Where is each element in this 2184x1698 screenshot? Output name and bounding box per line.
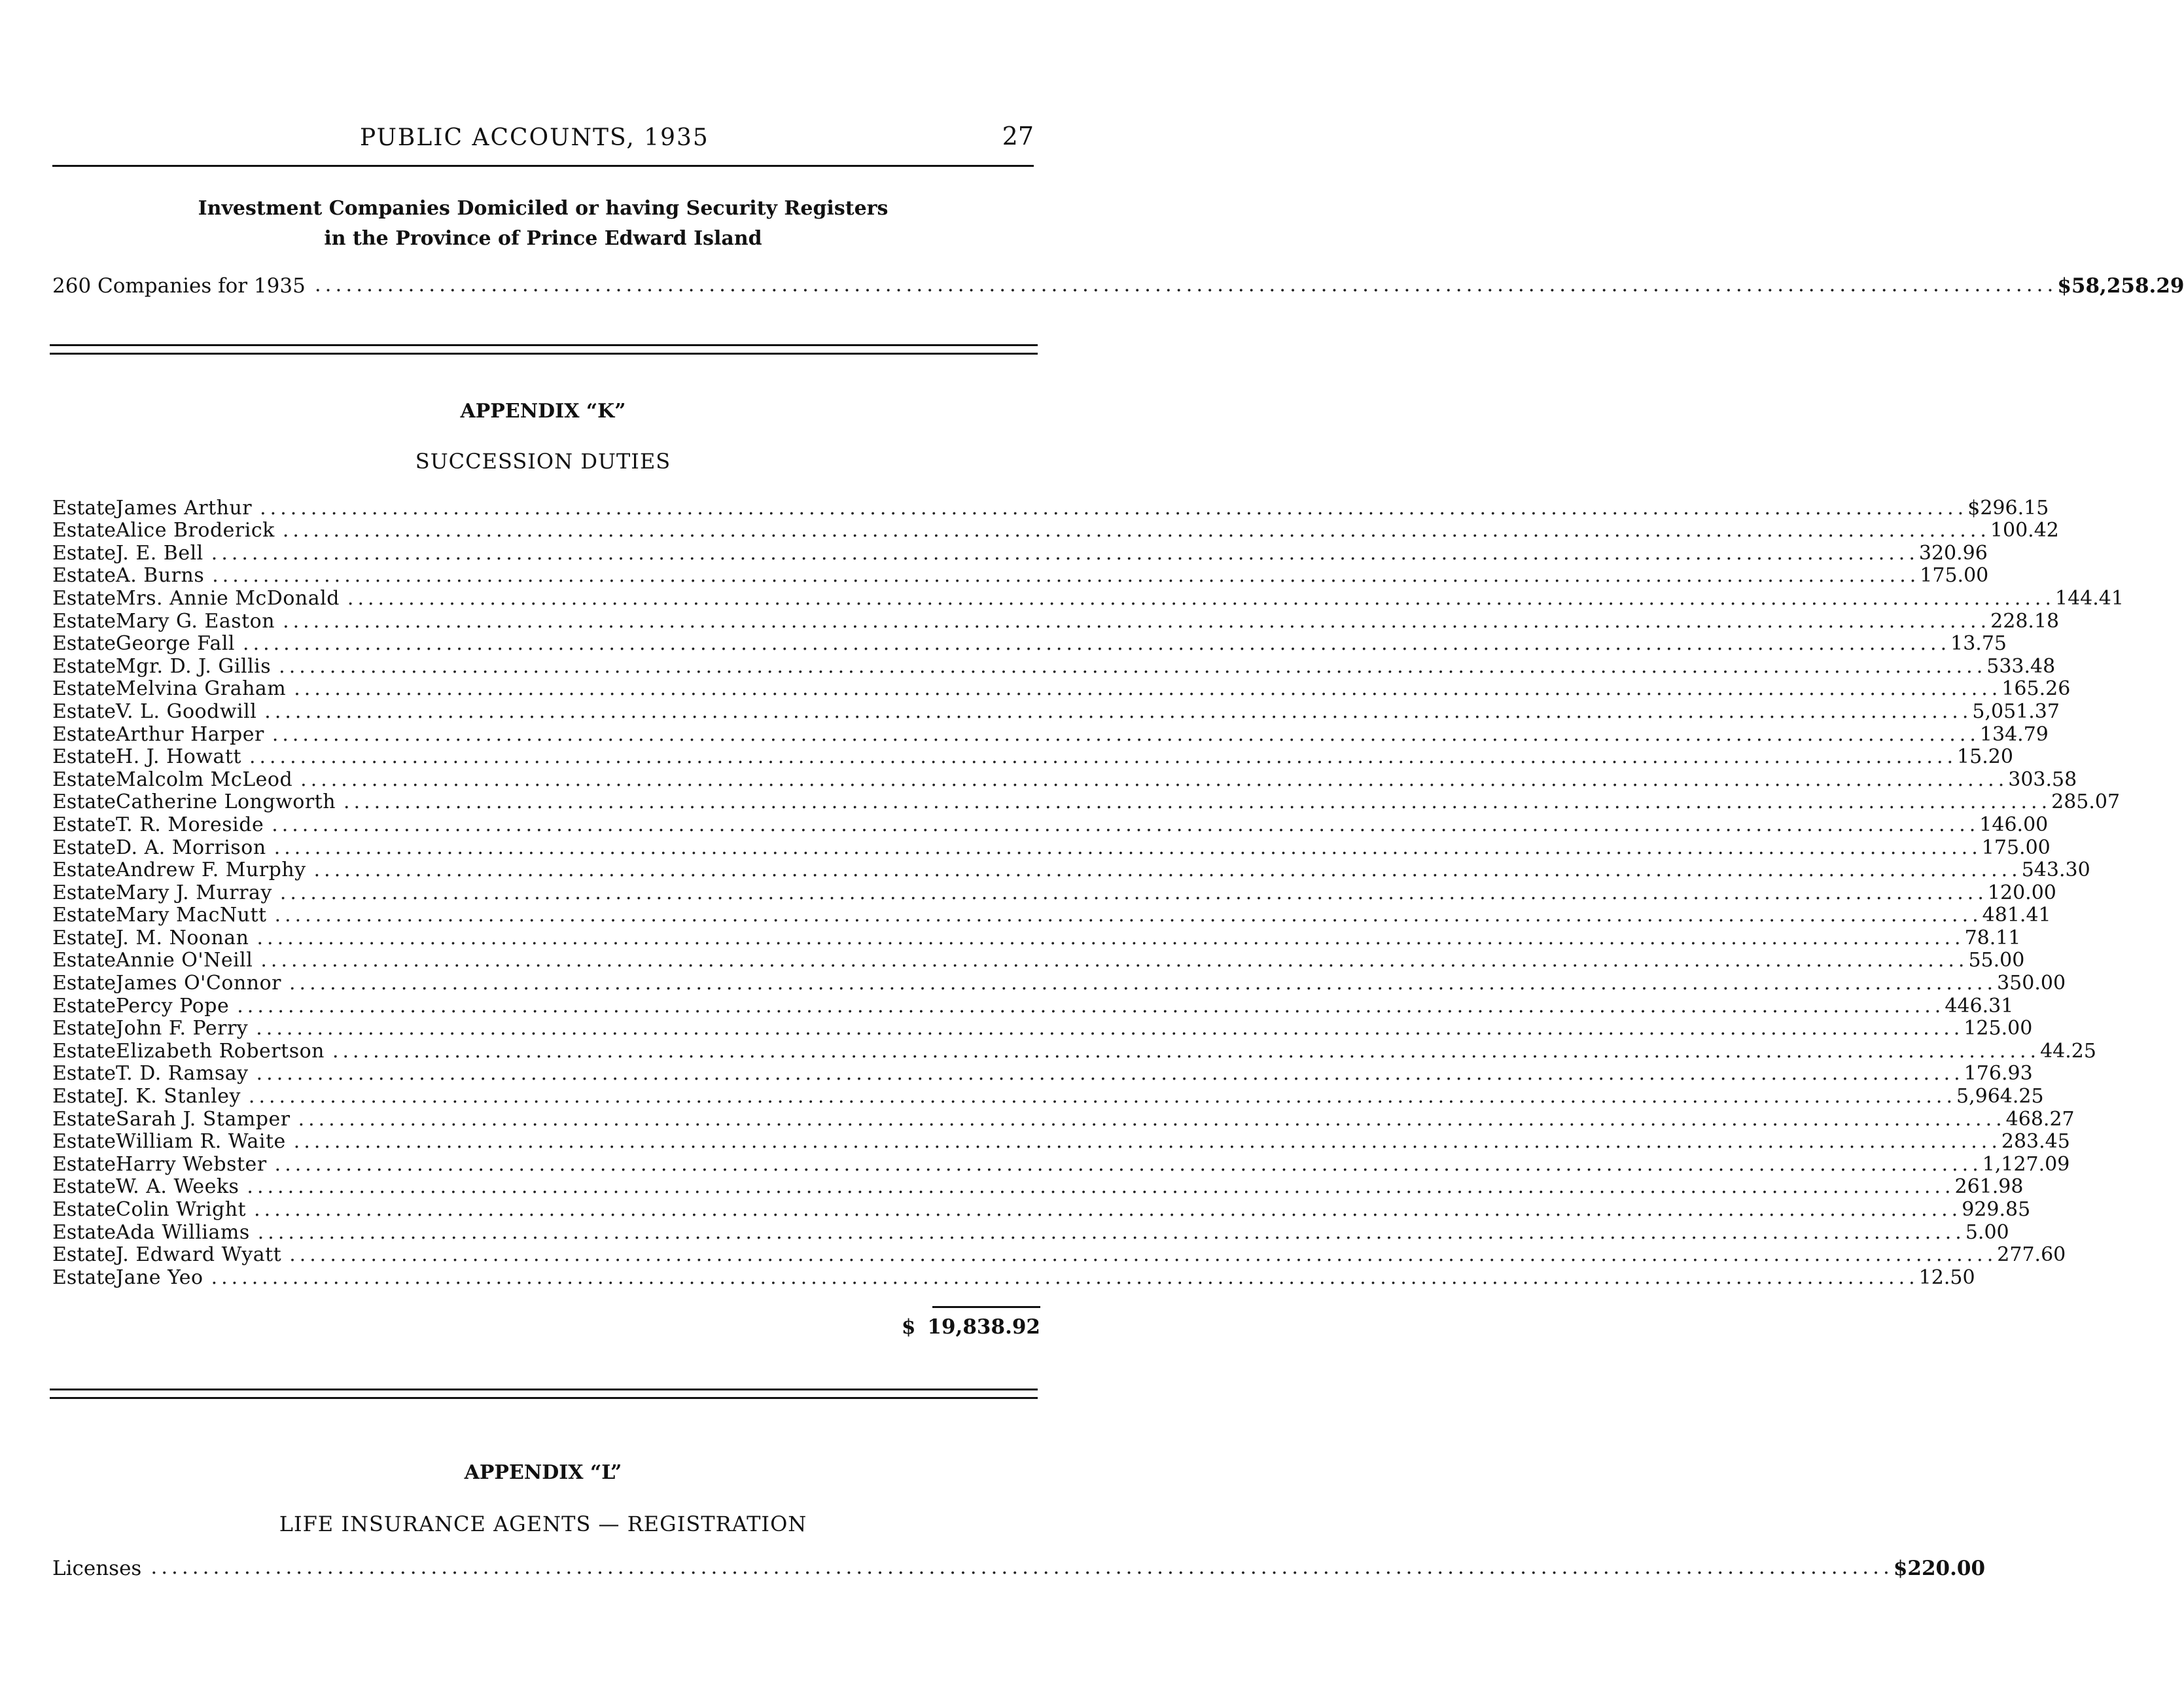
entry-prefix: Estate: [52, 1107, 116, 1131]
dot-leader: ........................................................................................................................................................................: [260, 496, 1968, 520]
list-item: [52, 1107, 2075, 1131]
list-item: [52, 971, 2066, 995]
entry-prefix: Estate: [52, 654, 116, 678]
entry-prefix: Estate: [52, 1220, 116, 1244]
dot-leader: ........................................................................................................................................................................: [279, 881, 1988, 904]
list-item: [52, 836, 2051, 859]
dot-leader: ........................................................................................................................................................................: [254, 1198, 1962, 1221]
entry-prefix: Estate: [52, 836, 116, 859]
entry-amount: 533.48: [1986, 654, 2056, 678]
entry-name: Malcolm McLeod: [116, 768, 293, 791]
dot-leader: ........................................................................................................................................................................: [279, 654, 1987, 678]
list-item: [52, 745, 2013, 769]
list-item: [52, 564, 1989, 588]
entry-name: H. J. Howatt: [116, 745, 241, 769]
entry-amount: 146.00: [1979, 813, 2049, 836]
entry-name: W. A. Weeks: [116, 1175, 239, 1199]
list-item: [52, 654, 2056, 678]
dot-leader: ........................................................................................................................................................................: [237, 994, 1945, 1017]
appendix-l-title: APPENDIX “L”: [464, 1461, 622, 1484]
entry-amount: 277.60: [1997, 1243, 2066, 1267]
dot-leader: ........................................................................................................................................................................: [248, 1085, 1956, 1108]
succession-total: [890, 1315, 1040, 1339]
investment-currency: $: [2057, 274, 2071, 298]
entry-prefix: Estate: [52, 541, 116, 565]
entry-amount: 15.20: [1957, 745, 2013, 769]
list-item: [52, 609, 2060, 633]
entry-name: Colin Wright: [116, 1198, 247, 1221]
entry-prefix: Estate: [52, 1175, 116, 1199]
entry-amount: 176.93: [1964, 1062, 2033, 1086]
entry-name: Mary G. Easton: [116, 609, 275, 633]
entry-name: V. L. Goodwill: [116, 699, 257, 723]
licenses-amount: 220.00: [1907, 1557, 1986, 1580]
list-item: [52, 496, 2049, 520]
dot-leader: ........................................................................................................................................................................: [211, 541, 1919, 565]
list-item: [52, 1084, 2044, 1108]
list-item: [52, 904, 2051, 927]
licenses-currency: $: [1893, 1557, 1908, 1580]
entry-prefix: Estate: [52, 1017, 116, 1040]
entry-amount: 144.41: [2054, 586, 2124, 610]
dot-leader: ........................................................................................................................................................................: [347, 586, 2055, 610]
list-item: [52, 1039, 2096, 1063]
entry-name: Harry Webster: [116, 1152, 267, 1176]
list-item: [52, 926, 2021, 949]
entry-prefix: Estate: [52, 1243, 116, 1267]
entry-amount: 100.42: [1990, 519, 2059, 542]
entry-amount: 120.00: [1987, 881, 2056, 904]
dot-leader: ........................................................................................................................................................................: [243, 632, 1951, 656]
entry-prefix: Estate: [52, 1062, 116, 1086]
appendix-k-subtitle: SUCCESSION DUTIES: [415, 449, 671, 474]
entry-prefix: Estate: [52, 1152, 116, 1176]
entry-amount: 12.50: [1918, 1265, 1975, 1289]
entry-name: J. Edward Wyatt: [116, 1243, 282, 1267]
header-rule: [52, 165, 1034, 167]
section-divider-2: [50, 1388, 1038, 1399]
entry-prefix: Estate: [52, 926, 116, 949]
entry-name: Percy Pope: [116, 994, 230, 1017]
entry-amount: 78.11: [1964, 926, 2021, 949]
entry-name: Mgr. D. J. Gillis: [116, 654, 272, 678]
dot-leader: ........................................................................................................................................................................: [298, 1107, 2006, 1131]
page-number: 27: [1002, 122, 1034, 150]
entry-name: William R. Waite: [116, 1130, 286, 1154]
investment-heading-line-2: in the Province of Prince Edward Island: [324, 227, 762, 250]
dot-leader: ........................................................................................................................................................................: [260, 949, 1969, 972]
entry-name: Mrs. Annie McDonald: [116, 586, 340, 610]
entry-amount: 5.00: [1965, 1220, 2009, 1244]
entry-amount: 350.00: [1997, 972, 2066, 995]
list-item: [52, 722, 2049, 746]
list-item: [52, 586, 2124, 610]
entry-name: T. D. Ramsay: [116, 1062, 249, 1086]
entry-amount: 175.00: [1981, 836, 2051, 859]
entry-prefix: Estate: [52, 768, 116, 791]
entry-name: Elizabeth Robertson: [116, 1039, 325, 1063]
entry-name: Andrew F. Murphy: [116, 858, 306, 882]
list-item: [52, 519, 2059, 542]
entry-prefix: Estate: [52, 790, 116, 814]
entry-prefix: Estate: [52, 564, 116, 588]
entry-prefix: Estate: [52, 609, 116, 633]
list-item: [52, 768, 2077, 791]
entry-name: J. K. Stanley: [116, 1085, 241, 1108]
list-item: [52, 1017, 2033, 1040]
entry-amount: 929.85: [1962, 1198, 2031, 1221]
entry-amount: 446.31: [1945, 994, 2014, 1017]
entry-name: James O'Connor: [116, 972, 281, 995]
entry-amount: 285.07: [2051, 790, 2121, 814]
entry-name: Jane Yeo: [116, 1265, 203, 1289]
dot-leader: ........................................................................................................................................................................: [256, 1062, 1964, 1086]
entry-name: Mary J. Murray: [116, 881, 272, 904]
dot-leader: ........................................................................................................................................................................: [274, 1152, 1982, 1176]
dot-leader: ........................................................................................................................................................................: [332, 1039, 2041, 1063]
entry-amount: 165.26: [2001, 677, 2071, 701]
dot-leader: ........................................................................................................................................................................: [249, 745, 1958, 769]
investment-heading-line-1: Investment Companies Domiciled or having Security Registers: [198, 197, 889, 220]
entry-name: James Arthur: [116, 496, 253, 520]
dot-leader: ........................................................................................................................................................................: [274, 904, 1982, 927]
dot-leader: ........................................................................................................................................................................: [247, 1175, 1955, 1199]
entry-prefix: Estate: [52, 1130, 116, 1154]
section-divider-1: [50, 344, 1038, 355]
total-amount: 19,838.92: [927, 1315, 1040, 1339]
entry-prefix: Estate: [52, 1198, 116, 1221]
entry-amount: 320.96: [1918, 541, 1988, 565]
entry-prefix: Estate: [52, 1085, 116, 1108]
entry-prefix: Estate: [52, 496, 116, 520]
entry-name: Arthur Harper: [116, 722, 264, 746]
entry-amount: 1,127.09: [1982, 1152, 2070, 1176]
entry-name: J. M. Noonan: [116, 926, 249, 949]
dot-leader: ........................................................................................................................................................................: [264, 699, 1973, 723]
succession-duties-list: [52, 496, 2124, 1289]
entry-prefix: Estate: [52, 745, 116, 769]
entry-name: Alice Broderick: [116, 519, 275, 542]
total-rule: [932, 1306, 1040, 1308]
entry-name: D. A. Morrison: [116, 836, 266, 859]
entry-currency: $: [1967, 496, 1981, 520]
entry-amount: 55.00: [1968, 949, 2025, 972]
list-item: [52, 1265, 1975, 1289]
list-item: [52, 632, 2007, 656]
dot-leader: ........................................................................................................................................................................: [343, 790, 2052, 814]
list-item: [52, 813, 2049, 836]
list-item: [52, 699, 2060, 723]
list-item: [52, 949, 2025, 972]
entry-name: Mary MacNutt: [116, 904, 267, 927]
entry-prefix: Estate: [52, 632, 116, 656]
dot-leader: ........................................................................................................................................................................: [256, 1017, 1964, 1040]
appendix-l-subtitle: LIFE INSURANCE AGENTS — REGISTRATION: [279, 1512, 807, 1536]
entry-prefix: Estate: [52, 904, 116, 927]
total-currency: $: [901, 1315, 916, 1339]
list-item: [52, 541, 1988, 565]
entry-amount: 543.30: [2021, 858, 2090, 882]
dot-leader: ........................................................................................................................................................................: [211, 1265, 1919, 1289]
dot-leader: ........................................................................................................................................................................: [289, 1243, 1998, 1267]
entry-amount: 5,051.37: [1972, 699, 2060, 723]
list-item: [52, 790, 2121, 814]
entry-prefix: Estate: [52, 813, 116, 836]
entry-prefix: Estate: [52, 586, 116, 610]
investment-amount: 58,258.29: [2071, 274, 2184, 298]
entry-name: Catherine Longworth: [116, 790, 336, 814]
licenses-line: [52, 1555, 1986, 1580]
list-item: [52, 994, 2014, 1017]
list-item: [52, 677, 2071, 701]
dot-leader: ........................................................................................................................................................................: [150, 1555, 1893, 1579]
entry-prefix: Estate: [52, 972, 116, 995]
entry-amount: 296.15: [1980, 496, 2049, 520]
page-title: PUBLIC ACCOUNTS, 1935: [360, 124, 709, 151]
dot-leader: ........................................................................................................................................................................: [282, 519, 1990, 542]
dot-leader: ........................................................................................................................................................................: [300, 768, 2009, 791]
entry-prefix: Estate: [52, 722, 116, 746]
list-item: [52, 1220, 2009, 1244]
entry-amount: 44.25: [2040, 1039, 2096, 1063]
entry-name: Ada Williams: [116, 1220, 250, 1244]
list-item: [52, 858, 2090, 882]
entry-amount: 175.00: [1920, 564, 1989, 588]
entry-prefix: Estate: [52, 677, 116, 701]
investment-label: 260 Companies for 1935: [52, 274, 306, 298]
entry-amount: 468.27: [2005, 1107, 2075, 1131]
dot-leader: ........................................................................................................................................................................: [272, 813, 1980, 836]
list-item: [52, 1130, 2070, 1154]
list-item: [52, 881, 2056, 904]
entry-prefix: Estate: [52, 858, 116, 882]
entry-prefix: Estate: [52, 949, 116, 972]
list-item: [52, 1197, 2031, 1221]
dot-leader: ........................................................................................................................................................................: [313, 858, 2022, 882]
dot-leader: ........................................................................................................................................................................: [293, 1130, 2001, 1154]
licenses-label: Licenses: [52, 1557, 142, 1580]
entry-name: T. R. Moreside: [116, 813, 264, 836]
entry-amount: 261.98: [1954, 1175, 2024, 1199]
entry-amount: 134.79: [1979, 722, 2049, 746]
entry-prefix: Estate: [52, 1265, 116, 1289]
investment-line: [52, 273, 2184, 298]
entry-name: J. E. Bell: [116, 541, 203, 565]
running-head: [52, 118, 1034, 157]
entry-amount: 283.45: [2001, 1130, 2070, 1154]
entry-prefix: Estate: [52, 519, 116, 542]
dot-leader: ........................................................................................................................................................................: [283, 609, 1991, 633]
entry-name: George Fall: [116, 632, 236, 656]
entry-amount: 13.75: [1950, 632, 2007, 656]
entry-prefix: Estate: [52, 994, 116, 1017]
dot-leader: ........................................................................................................................................................................: [257, 1220, 1965, 1244]
entry-name: Melvina Graham: [116, 677, 287, 701]
list-item: [52, 1152, 2070, 1176]
list-item: [52, 1175, 2024, 1199]
dot-leader: ........................................................................................................................................................................: [294, 677, 2002, 701]
dot-leader: ........................................................................................................................................................................: [314, 273, 2058, 296]
entry-prefix: Estate: [52, 699, 116, 723]
list-item: [52, 1243, 2066, 1267]
entry-name: Annie O'Neill: [116, 949, 253, 972]
entry-prefix: Estate: [52, 881, 116, 904]
appendix-k-title: APPENDIX “K”: [460, 400, 626, 423]
dot-leader: ........................................................................................................................................................................: [273, 836, 1982, 859]
investment-heading: [52, 194, 1034, 254]
entry-prefix: Estate: [52, 1039, 116, 1063]
dot-leader: ........................................................................................................................................................................: [272, 722, 1980, 746]
entry-amount: 303.58: [2008, 768, 2077, 791]
entry-amount: 228.18: [1990, 609, 2060, 633]
entry-name: John F. Perry: [116, 1017, 249, 1040]
entry-name: Sarah J. Stamper: [116, 1107, 291, 1131]
entry-amount: 125.00: [1964, 1017, 2033, 1040]
entry-name: A. Burns: [116, 564, 205, 588]
dot-leader: ........................................................................................................................................................................: [256, 926, 1965, 949]
dot-leader: ........................................................................................................................................................................: [289, 972, 1998, 995]
entry-amount: 481.41: [1982, 904, 2051, 927]
entry-amount: 5,964.25: [1956, 1085, 2044, 1108]
dot-leader: ........................................................................................................................................................................: [212, 564, 1920, 588]
list-item: [52, 1062, 2033, 1086]
